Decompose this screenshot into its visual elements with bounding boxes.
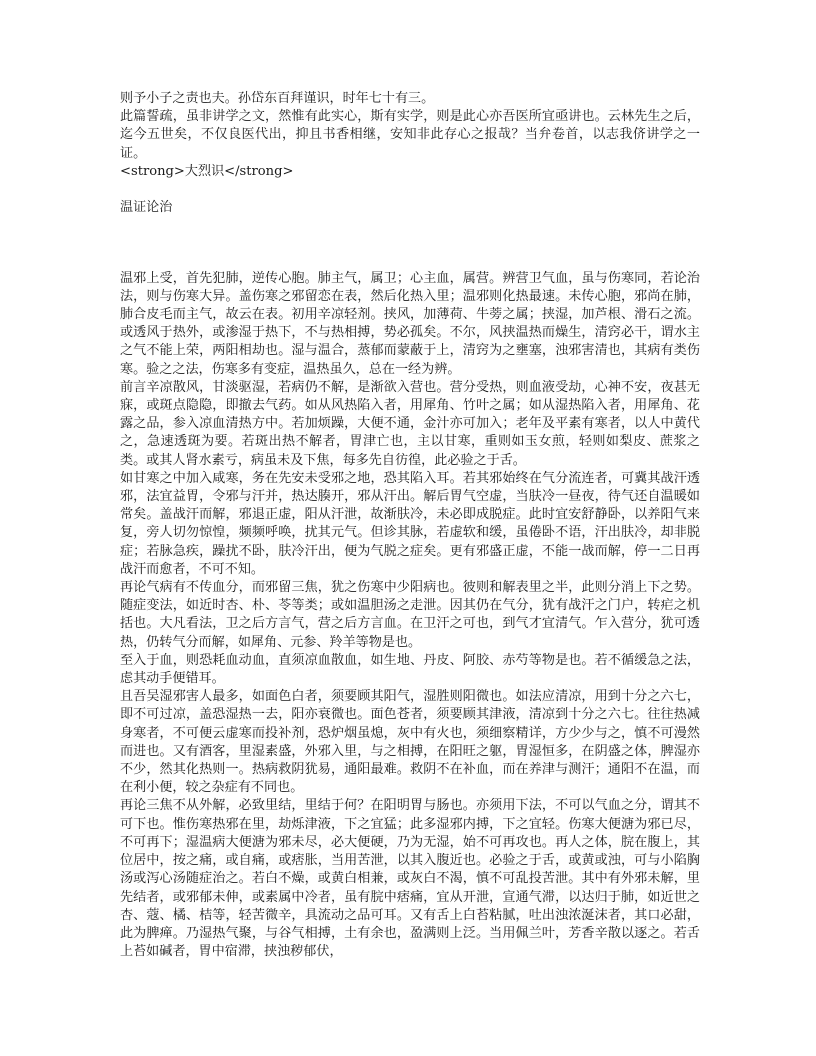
intro-paragraph-2: 此篇誓疏，虽非讲学之文，然惟有此实心，斯有实学，则是此心亦吾医所宜亟讲也。云林先生之后，迄今五世矣，不仅良医代出，抑且书香相继，安知非此存心之报哉？当弁卷首，以志我侪讲学之一证。: [120, 109, 700, 161]
spacer: [120, 217, 700, 251]
body-paragraph-4: 再论气病有不传血分，而邪留三焦，犹之伤寒中少阳病也。彼则和解表里之半，此则分消上下之势。随症变法，如近时杏、朴、苓等类；或如温胆汤之走泄。因其仍在气分，犹有战汗之门户，转疟之机括也。大凡看法，卫之后方言气，营之后方言血。在卫汗之可也，到气才宜清气。乍入营分，犹可透热，仍转气分而解，如犀角、元参、羚羊等物是也。: [120, 580, 700, 650]
document-page: [120, 90, 700, 961]
body-paragraph-7: 再论三焦不从外解，必致里结，里结于何？在阳明胃与肠也。亦须用下法，不可以气血之分，谓其不可下也。惟伤寒热邪在里，劫烁津液，下之宜猛；此多湿邪内搏，下之宜轻。伤寒大便溏为邪已尽，不可再下；湿温病大便溏为邪未尽，必大便硬，乃为无湿，始不可再攻也。再人之体，脘在腹上，其位居中，按之痛，或自痛，或痞胀，当用苦泄，以其入腹近也。必验之于舌，或黄或浊，可与小陷胸汤或泻心汤随症治之。若白不燥，或黄白相兼，或灰白不渴，慎不可乱投苦泄。其中有外邪未解，里先结者，或邪郁未伸，或素属中冷者，虽有脘中痞痛，宜从开泄，宣通气滞，以达归于肺，如近世之杏、蔻、橘、桔等，轻苦微辛，具流动之品可耳。又有舌上白苔粘腻，吐出浊浓涎沫者，其口必甜，此为脾瘅。乃湿热气聚，与谷气相搏，土有余也，盈满则上泛。当用佩兰叶，芳香辛散以逐之。若舌上苔如碱者，胃中宿滞，挟浊秽郁伏，: [120, 798, 700, 960]
body-paragraph-5: 至入于血，则恐耗血动血，直须凉血散血，如生地、丹皮、阿胶、赤芍等物是也。若不循缓急之法，虑其动手便错耳。: [120, 652, 700, 687]
spacer: [120, 181, 700, 199]
body-paragraph-6: 且吾吴湿邪害人最多，如面色白者，须要顾其阳气，湿胜则阳微也。如法应清凉，用到十分之六七，即不可过凉，盖恐湿热一去，阳亦衰微也。面色苍者，须要顾其津液，清凉到十分之六七。往往热减身寒者，不可便云虚寒而投补剂，恐炉烟虽熄，灰中有火也，须细察精详，方少少与之，慎不可漫然而进也。又有酒客，里湿素盛，外邪入里，与之相搏，在阳旺之躯，胃湿恒多，在阴盛之体，脾湿亦不少，然其化热则一。热病救阴犹易，通阳最难。救阴不在补血，而在养津与测汗；通阳不在温，而在利小便，较之杂症有不同也。: [120, 689, 700, 796]
section-title: 温证论治: [120, 200, 173, 216]
intro-paragraph-1: 则予小子之责也夫。孙岱东百拜谨识，时年七十有三。: [120, 91, 435, 106]
spacer: [120, 251, 700, 269]
signature-line: <strong>大烈识</strong>: [120, 163, 294, 179]
body-paragraph-3: 如甘寒之中加入咸寒，务在先安未受邪之地，恐其陷入耳。若其邪始终在气分流连者，可冀其战汗透邪，法宜益胃，令邪与汗并，热达腠开，邪从汗出。解后胃气空虚，当肤冷一昼夜，待气还自温暖如常矣。盖战汗而解，邪退正虚，阳从汗泄，故渐肤冷，未必即成脱症。此时宜安舒静卧，以养阳气来复，旁人切勿惊惶，频频呼唤，扰其元气。但诊其脉，若虚软和缓，虽倦卧不语，汗出肤冷，却非脱症；若脉急疾，躁扰不卧，肤冷汗出，便为气脱之症矣。更有邪盛正虚，不能一战而解，停一二日再战汗而愈者，不可不知。: [120, 470, 700, 577]
body-paragraph-1: 温邪上受，首先犯肺，逆传心胞。肺主气，属卫；心主血，属营。辨营卫气血，虽与伤寒同，若论治法，则与伤寒大异。盖伤寒之邪留恋在表，然后化热入里；温邪则化热最速。未传心胞，邪尚在肺，肺合皮毛而主气，故云在表。初用辛凉轻剂。挟风，加薄荷、牛蒡之属；挟湿，加芦根、滑石之流。或透风于热外，或渗湿于热下，不与热相搏，势必孤矣。不尔，风挟温热而燥生，清窍必干，谓水主之气不能上荣，两阳相劫也。湿与温合，蒸郁而蒙蔽于上，清窍为之壅塞，浊邪害清也，其病有类伤寒。验之之法，伤寒多有变症，温热虽久，总在一经为辨。: [120, 270, 700, 377]
body-paragraph-2: 前言辛凉散风，甘淡驱湿，若病仍不解，是渐欲入营也。营分受热，则血液受劫，心神不安，夜甚无寐，或斑点隐隐，即撤去气药。如从风热陷入者，用犀角、竹叶之属；如从湿热陷入者，用犀角、花露之品，参入凉血清热方中。若加烦躁，大便不通，金汁亦可加入；老年及平素有寒者，以人中黄代之，急速透斑为要。若斑出热不解者，胃津亡也，主以甘寒，重则如玉女煎，轻则如梨皮、蔗浆之类。或其人肾水素亏，病虽未及下焦，每多先自彷徨，此必验之于舌。: [120, 379, 700, 468]
